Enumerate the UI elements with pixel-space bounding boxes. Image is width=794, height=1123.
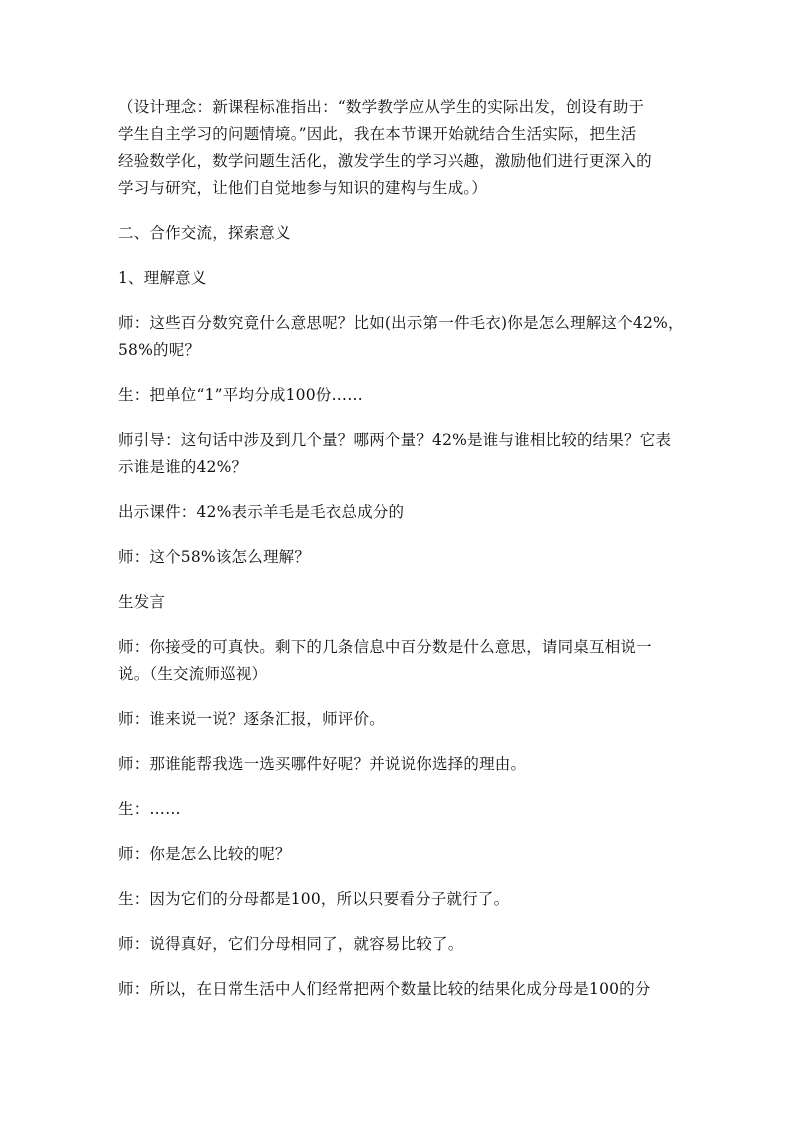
paragraph — [118, 634, 678, 688]
paragraph-design-concept — [118, 94, 678, 202]
paragraph — [118, 589, 678, 616]
paragraph — [118, 931, 678, 958]
text-line: 出示课件：42%表示羊毛是毛衣总成分的 — [118, 503, 405, 521]
text-line: 师引导：这句话中涉及到几个量？哪两个量？42%是谁与谁相比较的结果？它表 — [118, 431, 672, 449]
paragraph — [118, 976, 678, 1003]
text-line: 生：因为它们的分母都是100，所以只要看分子就行了。 — [118, 890, 510, 908]
paragraph — [118, 751, 678, 778]
paragraph — [118, 886, 678, 913]
paragraph — [118, 427, 678, 481]
text-line: 生发言 — [118, 593, 166, 611]
subsection-heading — [118, 265, 678, 292]
paragraph — [118, 706, 678, 733]
text-line: 师：所以，在日常生活中人们经常把两个数量比较的结果化成分母是100的分 — [118, 980, 651, 998]
text-line: 师：谁来说一说？逐条汇报，师评价。 — [118, 710, 385, 728]
text-line: 师：那谁能帮我选一选买哪件好呢？并说说你选择的理由。 — [118, 755, 527, 773]
text-line: 学习与研究，让他们自觉地参与知识的建构与生成。） — [118, 179, 488, 197]
text-line: 示谁是谁的42%？ — [118, 458, 248, 476]
text-line: 生：…… — [118, 800, 181, 818]
section-heading — [118, 220, 678, 247]
document-body — [118, 94, 684, 1021]
text-line: 学生自主学习的问题情境。”因此，我在本节课开始就结合生活实际，把生活 — [118, 125, 637, 143]
text-line: 1、理解意义 — [118, 269, 207, 287]
text-line: 经验数学化，数学问题生活化，激发学生的学习兴趣，激励他们进行更深入的 — [118, 152, 652, 170]
text-line: 生：把单位“1”平均分成100份…… — [118, 386, 363, 404]
text-line: 58%的呢？ — [118, 341, 201, 359]
text-line: 师：你接受的可真快。剩下的几条信息中百分数是什么意思，请同桌互相说一 — [118, 638, 652, 656]
text-line: 二、合作交流，探索意义 — [118, 224, 291, 242]
text-line: 说。（生交流师巡视） — [118, 665, 268, 683]
paragraph — [118, 382, 678, 409]
paragraph — [118, 499, 678, 526]
text-line: 师：这些百分数究竟什么意思呢？比如(出示第一件毛衣)你是怎么理解这个42%， — [118, 314, 684, 332]
paragraph — [118, 841, 678, 868]
paragraph — [118, 796, 678, 823]
paragraph — [118, 310, 684, 364]
text-line: 师：这个58%该怎么理解？ — [118, 548, 311, 566]
text-line: 师：说得真好，它们分母相同了，就容易比较了。 — [118, 935, 464, 953]
text-line: （设计理念：新课程标准指出：“数学教学应从学生的实际出发，创设有助于 — [118, 98, 645, 116]
text-line: 师：你是怎么比较的呢？ — [118, 845, 291, 863]
paragraph — [118, 544, 678, 571]
